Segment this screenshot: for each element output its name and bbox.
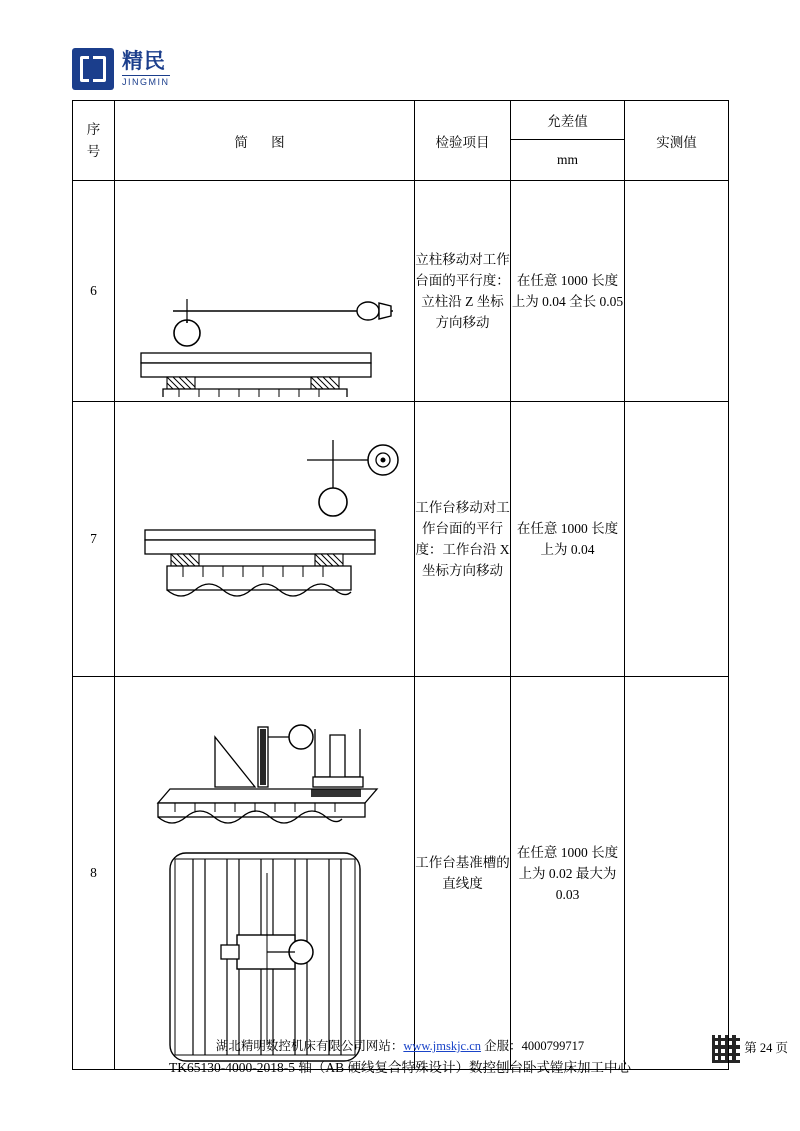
- logo-mark-icon: [72, 48, 114, 90]
- footer-company-text: 湖北精明数控机床有限公司网站：: [215, 1039, 404, 1053]
- figure-column-parallelism: [115, 181, 414, 401]
- row-number: 8: [73, 677, 115, 1070]
- qr-code-icon: [712, 1035, 740, 1063]
- tolerance-value: 在任意 1000 长度上为 0.04: [511, 402, 625, 677]
- row-number: 7: [73, 402, 115, 677]
- footer-model-line: TK65130-4000-2018-5 轴（AB 硬线复合特殊设计）数控刨台卧式镗床加工中心: [169, 1060, 631, 1075]
- table-row: [73, 677, 729, 1070]
- table-row: [73, 402, 729, 677]
- footer-phone: 4000799717: [521, 1039, 585, 1053]
- row-number: 6: [73, 181, 115, 402]
- figure-svg-row7: [115, 402, 415, 672]
- inspection-item: 工作台基准槽的直线度: [415, 677, 511, 1070]
- figure-svg-row6: [115, 181, 415, 397]
- tolerance-value: 在任意 1000 长度上为 0.02 最大为 0.03: [511, 677, 625, 1070]
- page-number: 第 24 页: [744, 1041, 788, 1055]
- measured-value[interactable]: [625, 181, 729, 402]
- page-footer: [72, 1035, 728, 1079]
- measured-value[interactable]: [625, 402, 729, 677]
- logo-text-en: JINGMIN: [122, 77, 170, 87]
- figure-cell: [115, 677, 415, 1070]
- footer-line1: [72, 1035, 728, 1057]
- company-logo: [72, 48, 170, 90]
- header-item: 检验项目: [415, 101, 511, 181]
- figure-table-slot-straightness: [115, 677, 414, 1069]
- header-figure: 简 图: [115, 101, 415, 181]
- footer-service-text: 企服：: [481, 1039, 522, 1053]
- figure-table-parallelism: [115, 402, 414, 676]
- inspection-item: 工作台移动对工作台面的平行度：工作台沿 X 坐标方向移动: [415, 402, 511, 677]
- logo-text: [122, 51, 170, 87]
- measured-value[interactable]: [625, 677, 729, 1070]
- header-tolerance: 允差值: [511, 101, 625, 140]
- logo-text-cn: 精民: [122, 50, 166, 73]
- company-website-link[interactable]: www.jmskjc.cn: [403, 1039, 482, 1053]
- table-row: [73, 181, 729, 402]
- figure-cell: [115, 181, 415, 402]
- tolerance-value: 在任意 1000 长度上为 0.04 全长 0.05: [511, 181, 625, 402]
- table-header-row: [73, 101, 729, 140]
- figure-cell: [115, 402, 415, 677]
- header-no-line2: 号: [86, 143, 101, 159]
- header-no-line1: 序: [86, 121, 101, 137]
- header-unit: mm: [511, 140, 625, 181]
- header-no: [73, 101, 115, 181]
- inspection-item: 立柱移动对工作台面的平行度：立柱沿 Z 坐标方向移动: [415, 181, 511, 402]
- figure-svg-row8: [115, 677, 415, 1065]
- header-measured: 实测值: [625, 101, 729, 181]
- inspection-table: [72, 100, 729, 1070]
